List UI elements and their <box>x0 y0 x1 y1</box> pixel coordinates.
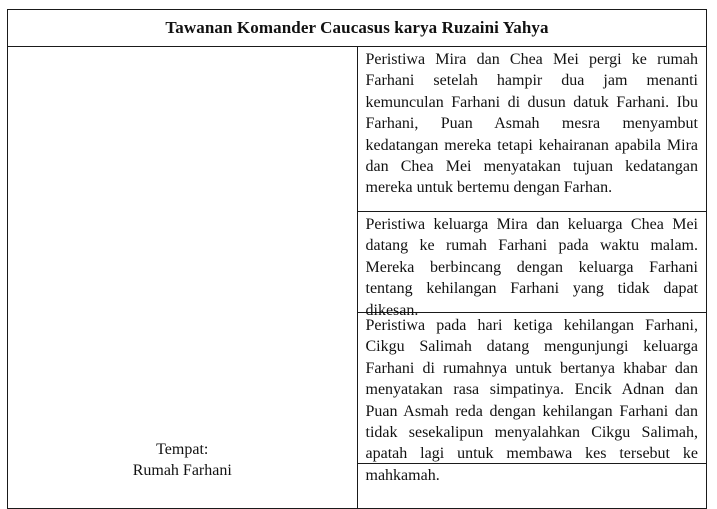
table-title: Tawanan Komander Caucasus karya Ruzaini Yahya <box>8 10 707 47</box>
event-paragraph-3: Peristiwa pada hari ketiga kehilangan Farhani, Cikgu Salimah datang mengunjungi keluarga Farhani di rumahnya untuk bertanya khabar dan menyatakan rasa simpatinya. Encik Adnan dan Puan Asmah reda dengan kehilangan Farhani dan tidak sesekalipun menyalahkan Cikgu Salimah, apatah lagi untuk membawa kes tersebut ke mahkamah. <box>358 313 707 464</box>
events-cell <box>357 47 707 509</box>
document-table <box>7 9 707 509</box>
event-paragraph-2: Peristiwa keluarga Mira dan keluarga Chea Mei datang ke rumah Farhani pada waktu malam. Mereka berbincang dengan keluarga Farhani tentang kehilangan Farhani yang tidak dapat dikesan. <box>358 212 707 313</box>
place-cell <box>8 47 358 509</box>
place-value: Rumah Farhani <box>132 462 232 479</box>
place-label: Tempat: <box>156 441 209 458</box>
event-paragraph-1: Peristiwa Mira dan Chea Mei pergi ke rumah Farhani setelah hampir dua jam menanti kemunculan Farhani di dusun datuk Farhani. Ibu Farhani, Puan Asmah mesra menyambut kedatangan mereka tetapi kehairanan apabila Mira dan Chea Mei menyatakan tujuan kedatangan mereka untuk bertemu dengan Farhan. <box>358 47 707 212</box>
title-row <box>8 10 707 47</box>
content-row <box>8 47 707 509</box>
place-label-block <box>8 439 357 481</box>
